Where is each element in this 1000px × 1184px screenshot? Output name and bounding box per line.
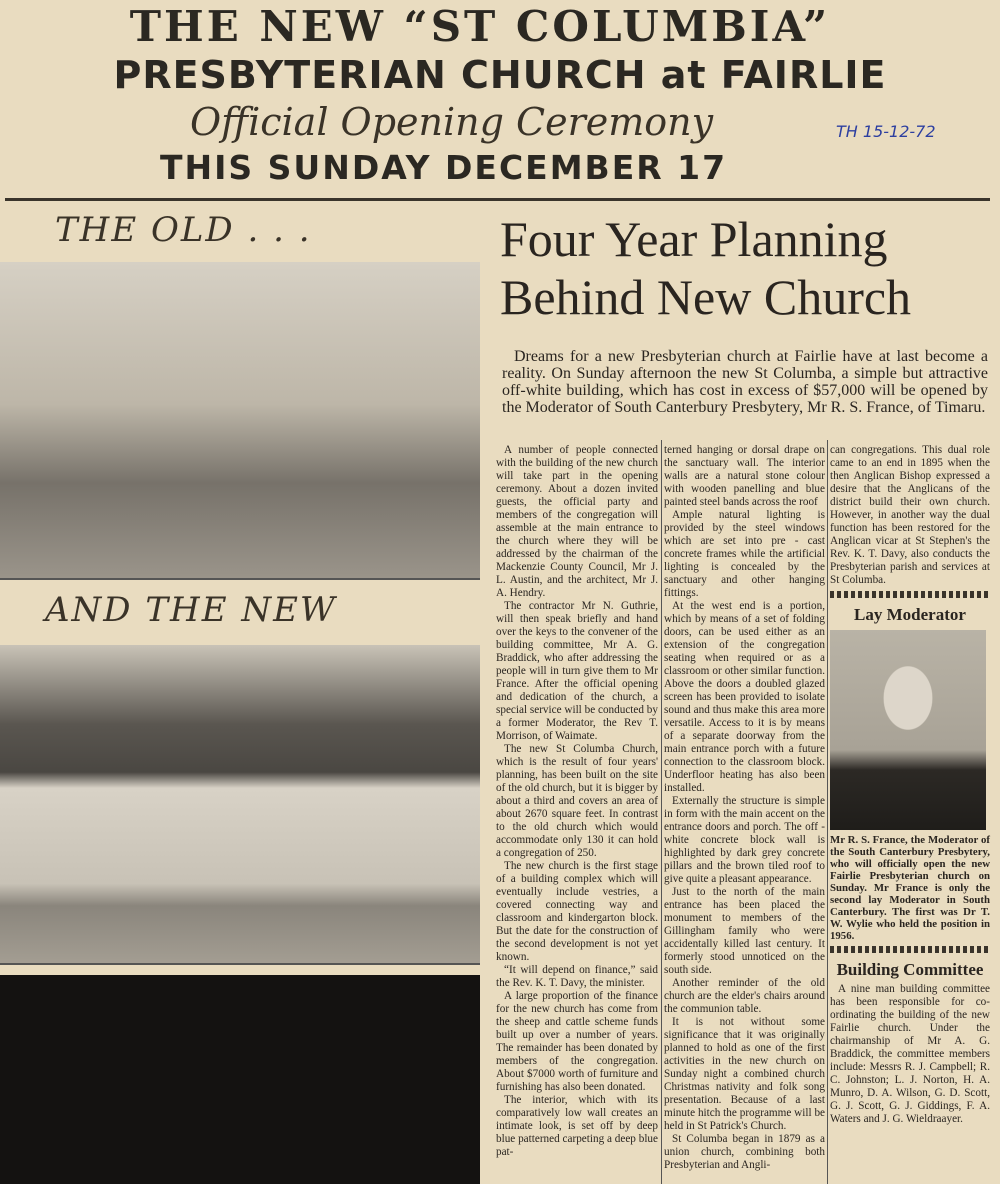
lay-moderator-heading: Lay Moderator [854,605,966,624]
article-column-3 [830,444,990,1126]
paragraph: Externally the structure is simple in form with the main accent on the entrance doors and porch. The off - white concrete block wall is highlighted by dark grey concrete pillars and the brown tiled roof to give quite a pleasant appearance. [664,795,825,885]
article-column-1 [496,444,658,1159]
divider [5,198,990,201]
paragraph: It is not without some significance that it was originally planned to hold as one of the first activities in the new church on Sunday night a combined church Christmas nativity and folk song presentation. Because of a last minute hitch the programme will be held in St Patrick's Church. [664,1016,825,1132]
article-headline: Four Year Planning Behind New Church [500,211,912,325]
old-church-label: THE OLD . . . [55,210,312,250]
article-lead: Dreams for a new Presbyterian church at Fairlie have at last become a reality. On Sunday afternoon the new St Columba, a simple but attractive off-white building, which has cost in excess of $57,000 will be opened by the Moderator of South Canterbury Presbytery, Mr R. S. France, of Timaru. [502,348,988,416]
handwritten-note: TH 15-12-72 [836,122,936,141]
paragraph: A large proportion of the finance for the new church has come from the sheep and cattle scheme funds built up over a number of years. The remainder has been donated by members of the congregation. About $7000 worth of furniture and furnishing has also been donated. [496,990,658,1093]
column-rule [827,440,828,1184]
paragraph: Just to the north of the main entrance has been placed the monument to members of the Gillingham family who were accidentally killed last century. It formerly stood unnoticed on the south side. [664,886,825,976]
building-committee-heading: Building Committee [836,960,984,979]
paragraph: Ample natural lighting is provided by the steel windows which are set into pre - cast concrete frames while the artificial lighting is concealed by the sanctuary and other hanging fittings. [664,509,825,599]
ornamental-divider [830,591,990,598]
article-column-2 [664,444,825,1172]
old-church-photo [0,262,480,580]
paragraph: The contractor Mr N. Guthrie, will then speak briefly and hand over the keys to the convener of the building committee, Mr A. G. Braddick, who after addressing the people will in turn give them to Mr France. After the official opening and dedication of the church, a special service will be conducted by a former Moderator, the Rev T. Morrison, of Waimate. [496,600,658,742]
banner-subtitle: Official Opening Ceremony [190,100,714,144]
paragraph: The interior, which with its comparatively low wall creates an intimate look, is set off by deep blue patterned carpeting a deep blue pat- [496,1094,658,1158]
paragraph: St Columba began in 1879 as a union church, combining both Presbyterian and Angli- [664,1133,825,1171]
paragraph: At the west end is a portion, which by means of a set of folding doors, can be used either as an extension of the congregation seating when required or as a classroom or other similar function. Above the doors a doubled glazed screen has been provided to isolate sound and thus make this area more versatile. Access to it is by means of a separate doorway from the main entrance porch with a future connection to the classroom block. Underfloor heating has also been installed. [664,600,825,794]
paragraph: terned hanging or dorsal drape on the sanctuary wall. The interior walls are a natural stone colour with wooden panelling and blue painted steel bands across the roof [664,444,825,508]
banner-title-line2: PRESBYTERIAN CHURCH at FAIRLIE [113,53,887,97]
black-background [0,975,480,1184]
new-church-label: AND THE NEW [45,590,337,630]
paragraph: The new St Columba Church, which is the result of four years' planning, has been built on the site of the old church, but it is bigger by about a third and covers an area of about 2670 square feet. In contrast to the old church which would accommodate only 130 it can hold a congregation of 250. [496,743,658,859]
new-church-photo [0,645,480,965]
paragraph: Another reminder of the old church are the elder's chairs around the communion table. [664,977,825,1015]
ornamental-divider [830,946,990,953]
paragraph: A number of people connected with the building of the new church will take part in the opening ceremony. About a dozen invited guests, the official party and members of the congregation will assemble at the main entrance to the church where they will be addressed by the chairman of the Mackenzie County Council, Mr J. L. Austin, and the architect, Mr J. A. Hendry. [496,444,658,599]
building-committee-text [830,983,990,1126]
column-rule [661,440,662,1184]
portrait-photo [830,630,986,830]
paragraph: A nine man building committee has been responsible for co-ordinating the building of the new Fairlie church. Under the chairmanship of Mr A. G. Braddick, the committee members include: Messrs R. J. Campbell; R. C. Johnston; L. J. Norton, H. A. Munro, D. A. Wilson, G. D. Scott, G. J. Scott, G. J. Giddings, F. A. Waters and J. G. Wieldraayer. [830,983,990,1125]
banner-title-line1: THE NEW “ST COLUMBIA” [129,2,831,51]
banner-date: THIS SUNDAY DECEMBER 17 [160,148,728,187]
paragraph: can congregations. This dual role came to an end in 1895 when the then Anglican Bishop expressed a desire that the Anglicans of the district build their own church. However, in another way the dual function has been restored for the Anglican vicar at St Stephen's the Rev. K. T. Davy, also conducts the Presbyterian parish and services at St Columba. [830,444,990,586]
paragraph: The new church is the first stage of a building complex which will eventually include vestries, a covered connecting way and classroom and kindergarton block. But the date for the construction of the second development is not yet known. [496,860,658,963]
paragraph: “It will depend on finance,” said the Rev. K. T. Davy, the minister. [496,964,658,989]
column-3-text [830,444,990,587]
portrait-caption: Mr R. S. France, the Moderator of the South Canterbury Presbytery, who will officially open the new Fairlie Presbyterian church on Sunday. Mr France is only the second lay Moderator in South Canterbury. The first was Dr T. W. Wylie who held the position in 1956. [830,834,990,942]
